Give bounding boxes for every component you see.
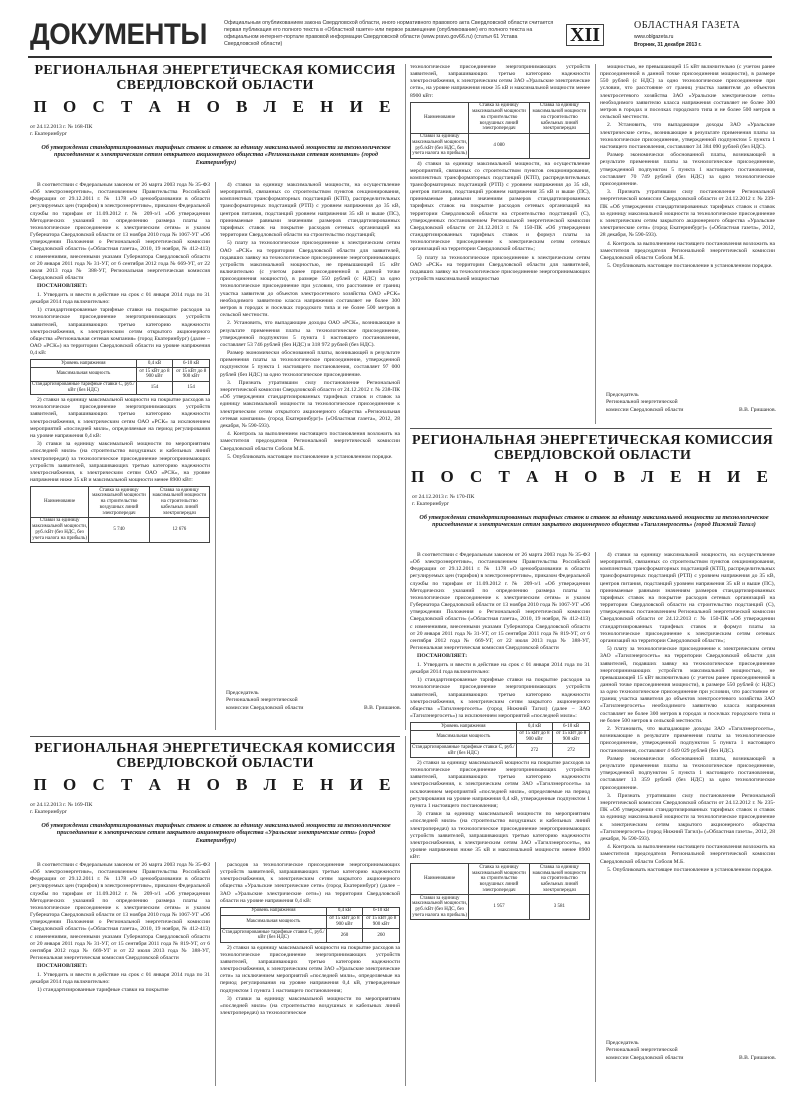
- doc3-col1-text-b: [410, 760, 590, 861]
- signature-line: Председатель: [606, 1040, 639, 1046]
- table-cell: Ставки за единицу максимальной мощности, руб./кВт (без НДС, без учета налога на прибыль): [32, 518, 88, 541]
- doc3-col1-text: [410, 552, 590, 720]
- doc1-col3: [410, 64, 590, 424]
- paragraph: 1) стандартизированные тарифные ставки на покрытие: [37, 987, 169, 994]
- column-divider: [405, 64, 406, 730]
- table-cell: 6-10 кВ: [173, 360, 210, 368]
- doc3-col2-text: [600, 552, 775, 874]
- table-cell: Ставка за единицу максимальной мощности на строительство воздушных линий электропередач: [89, 487, 149, 518]
- doc2-col1-text: [30, 862, 210, 994]
- paragraph: 4) ставки за единицу максимальной мощности, на осуществление мероприятий, связанных со строительством пунктов секционирования, комплектных трансформаторных подстанций (КТП), распределительных трансформаторных подстанций (РТП) с уровнем напряжения до 35 кВ, центров питания, подстанций уровнем напряжения 35 кВ и выше (ПС), принимаемые равными значениям размеров стандартизированных тарифных ставок на покрытие расходов сетевых организаций на территории Свердловской области на строительство подстанций (С), утвержденных постановлением Региональной энергетической комиссии Свердловской области от 24.12.2013 г. № 150-ПК «Об утверждении стандартизированных тарифных ставок и формул платы за технологическое присоединение к электрическим сетям сетевых организаций на территории Свердловской области»;: [600, 552, 775, 644]
- paragraph: 2. Установить, что выпадающие доходы ОАО «РСК», возникающие в результате применения платы за технологическое присоединение, утвержденной подпунктом 5 пункта 1 настоящего постановления, составляет 53 746 рублей (без НДС) и 318 972 рублей (без НДС).: [220, 320, 400, 348]
- doc2-col4-text: [600, 64, 775, 270]
- paragraph: 2) ставки за единицу максимальной мощности на покрытие расходов за технологическое присоединение энергопринимающих устройств заявителей, запрашивающих третью категорию надежности электроснабжения, к электрическим сетям ОАО «РСК» за исключением мероприятий «последней мили», определяемые на период регулирования на уровне напряжения 0,4 кВ:: [30, 397, 210, 439]
- paragraph: 1. Утвердить и ввести в действие на срок с 01 января 2014 года по 31 декабря 2014 года включительно:: [410, 661, 590, 675]
- paragraph: 4) ставки за единицу максимальной мощности, на осуществление мероприятий, связанных со строительством пунктов секционирования, комплектных трансформаторных подстанций (КТП), распределительных трансформаторных подстанций (РТП) с уровнем напряжения до 35 кВ, центров питания, подстанций уровнем напряжения 35 кВ и выше (ПС), принимаемые равными значениям размеров стандартизированных тарифных ставок на покрытие расходов сетевых организаций на территории Свердловской области на строительство подстанций (С), утвержденных постановлением Региональной энергетической комиссии Свердловской области от 24.12.2013 г. № 150-ПК «Об утверждении стандартизированных тарифных ставок и формул платы за технологическое присоединение к электрическим сетям сетевых организаций на территории Свердловской области»;: [410, 160, 590, 253]
- signature-line: Председатель: [606, 392, 639, 398]
- paragraph: 4. Контроль за выполнением настоящего постановления возложить на заместителя председателя Региональной энергетической комиссии Свердловской области Соболя М.Б.: [600, 844, 775, 865]
- lastmile-table-rsk: [30, 486, 210, 543]
- masthead-description: Официальным опубликованием закона Свердловской области, иного нормативного правового акта Свердловской области считается первая публикация его полного текста в «Областной газете» или первое размещение (опубликование) его полного текста на официальном интернет-портале правовой информации Свердловской области (www.pravo.gov66.ru) (статья 61 Устава Свердловской области): [224, 20, 554, 47]
- section-title: ДОКУМЕНТЫ: [30, 18, 207, 51]
- column-divider: [215, 862, 216, 1086]
- doc3-col1: [410, 552, 590, 1082]
- signature-row: [606, 407, 776, 414]
- paragraph: 2. Установить, что выпадающие доходы ЗАО «Тагилэнергосеть», возникающие в результате применения платы за технологическое присоединение, утвержденной подпунктом 5 пункта 1 настоящего постановления, составляют 4 649 029 рублей (без НДС).: [600, 726, 775, 754]
- table-cell: 12 676: [149, 517, 209, 542]
- newspaper-name: ОБЛАСТНАЯ ГАЗЕТА: [634, 20, 741, 31]
- table-cell: 154: [173, 381, 210, 395]
- signature-line: Председатель: [226, 690, 259, 696]
- table-cell: от 15 кВт до 8 900 кВт: [173, 368, 210, 382]
- doc3-number: от 24.12.2013 г. № 170-ПК: [412, 494, 475, 500]
- doc1-org: РЕГИОНАЛЬНАЯ ЭНЕРГЕТИЧЕСКАЯ КОМИССИЯ СВЕРДЛОВСКОЙ ОБЛАСТИ: [34, 63, 396, 93]
- table-cell: Ставка за единицу максимальной мощности на строительство кабельных линий электропередач: [529, 102, 589, 133]
- table-cell: Наименование: [411, 864, 469, 895]
- table-cell: 272: [516, 744, 553, 758]
- signature-line: Региональной энергетической: [606, 399, 678, 406]
- tariff-table-ues: [220, 907, 400, 943]
- doc3-about: Об утверждении стандартизированных тарифных ставок и ставок за единицу максимальной мощности за технологическое присоединение к электрическим сетям закрытого акционерного общества «Тагилэнергосеть» (город Нижний Тагил): [419, 514, 769, 529]
- paragraph: 3. Признать утратившим силу постановление Региональной энергетической комиссии Свердловской области от 24.12.2012 г. № 239-ПК «Об утверждении стандартизированных тарифных ставок и ставок за единицу максимальной мощности за технологическое присоединение к электрическим сетям закрытого акционерного общества «Уральские электрические сети» (город Екатеринбург)» («Областная газета», 2012, 28 декабря, № 590-593).: [600, 189, 775, 239]
- table-cell: Ставки за единицу максимальной мощности, руб./кВт (без НДС, без учета налога на прибыль): [412, 895, 468, 918]
- table-cell: 272: [553, 744, 590, 758]
- signature-line: Региональной энергетической: [226, 697, 298, 704]
- doc1-col1-text-b: [30, 397, 210, 484]
- table-cell: Стандартизированные тарифные ставки С, руб./кВт (без НДС): [222, 929, 325, 941]
- table-cell: Уровень напряжения: [221, 907, 327, 915]
- section-rule: [30, 736, 400, 737]
- paragraph: 4) ставки за единицу максимальной мощности, на осуществление мероприятий, связанных со строительством пунктов секционирования, комплектных трансформаторных подстанций (КТП), распределительных трансформаторных подстанций (РТП) с уровнем напряжения до 35 кВ, центров питания, подстанций уровнем напряжения 35 кВ и выше (ПС), принимаемые равными значениям размеров стандартизированных тарифных ставок на покрытие расходов сетевых организаций на территории Свердловской области на строительство подстанций;: [220, 182, 400, 239]
- doc1-about: Об утверждении стандартизированных тарифных ставок и ставок за единицу максимальной мощности за технологическое присоединение к электрическим сетям открытого акционерного общества «Региональная сетевая компания» (город Екатеринбург): [41, 144, 391, 166]
- table-cell: 0,4 кВ: [516, 723, 553, 731]
- table-cell: Ставки за единицу максимальной мощности, руб./кВт (без НДС, без учета налога на прибыль): [412, 134, 468, 157]
- doc1-col1-text: [30, 182, 210, 357]
- table-cell: Наименование: [411, 102, 469, 133]
- table-cell: Ставка за единицу максимальной мощности на строительство кабельных линий электропередач: [529, 864, 589, 895]
- doc1-signature: [226, 690, 401, 712]
- table-cell: Стандартизированные тарифные ставки С, руб./кВт (без НДС): [412, 744, 515, 756]
- issue-date: Вторник, 31 декабря 2013 г.: [634, 42, 702, 48]
- paragraph: 1. Утвердить и ввести в действие на срок с 01 января 2014 года по 31 декабря 2014 года включительно:: [30, 291, 210, 305]
- masthead-rule: [28, 56, 772, 58]
- tariff-table-tes: [410, 722, 590, 758]
- doc1-city: г. Екатеринбург: [30, 130, 68, 137]
- paragraph: 4. Контроль за выполнением настоящего постановления возложить на заместителя председателя Региональной энергетической комиссии Свердловской области Соболя М.Б.: [220, 431, 400, 452]
- signature-name: В.В. Гришанов.: [739, 406, 776, 413]
- signature-line: комиссии Свердловской области: [606, 1054, 684, 1061]
- table-cell: Уровень напряжения: [411, 723, 517, 731]
- paragraph: 1) стандартизированные тарифные ставки на покрытие расходов за технологическое присоединение энергопринимающих устройств заявителей, запрашивающих третью категорию надежности электроснабжения, к электрическим сетям открытого акционерного общества «Региональная сетевая компания» (город Екатеринбург) (далее – ОАО «РСК») на территории Свердловской области на уровне напряжения 0,4 кВ:: [30, 307, 210, 357]
- paragraph: 2. Установить, что выпадающие доходы ЗАО «Уральские электрические сети», возникающие в результате применения платы за технологическое присоединение, утвержденной подпунктом 5 пункта 1 настоящего постановления, составляют 34 384 090 рублей (без НДС).: [600, 122, 775, 150]
- paragraph: 3) ставки за единицу максимальной мощности по мероприятиям «последней мили» (на строительство воздушных и кабельных линий электропередач) за технологическое присоединение энергопринимающих устройств заявителей, запрашивающих третью категорию надежности электроснабжения, к электрическим сетям ОАО «РСК», на уровне напряжения ниже 35 кВ и максимальной мощности менее 8900 кВт:: [30, 441, 210, 483]
- table-cell: от 15 кВт до 8 900 кВт: [363, 915, 400, 929]
- doc1-number: от 24.12.2013 г. № 168-ПК: [30, 124, 93, 130]
- doc2-kind: П О С Т А Н О В Л Е Н И Е: [33, 775, 397, 794]
- doc1-date: [30, 124, 180, 138]
- paragraph: 5. Опубликовать настоящее постановление в установленном порядке.: [607, 866, 773, 873]
- table-cell: Ставка за единицу максимальной мощности на строительство воздушных линий электропередач: [469, 102, 529, 133]
- doc3-col2: [600, 552, 775, 1022]
- doc3-date: [412, 494, 562, 508]
- paragraph: В соответствии с Федеральным законом от 26 марта 2003 года № 35-ФЗ «Об электроэнергетике», постановлением Правительства Российской Федерации от 29.12.2011 г. № 1178 «О ценообразовании в области регулируемых цен (тарифов) в электроэнергетике», приказом Федеральной службы по тарифам от 11.09.2012 г. № 209-э/1 «Об утверждении Методических указаний по определению размера платы за технологическое присоединение к электрическим сетям» и указом Губернатора Свердловской области от 13 ноября 2010 года № 1067-УГ «Об утверждении Положения о Региональной энергетической комиссии Свердловской области» («Областная газета», 2010, 19 ноября, № 412-413) с изменениями, внесенными указами Губернатора Свердловской области от 20 января 2011 года № 31-УГ, от 15 сентября 2011 года № 819-УГ, от 6 сентября 2012 года № 669-УГ, от 22 июля 2013 года № 388-УГ, Региональная энергетическая комиссия Свердловской области: [410, 552, 590, 652]
- paragraph: 2) ставки за единицу максимальной мощности на покрытие расходов за технологическое присоединение энергопринимающих устройств заявителей, запрашивающих третью категорию надежности электроснабжения, к электрическим сетям ЗАО «Тагилэнергосеть» за исключением мероприятий «последней мили», определяемые на период регулирования на уровне напряжения 0,4 кВ, утвержденные подпунктом 1 пункта 1 настоящего постановления;: [410, 759, 590, 809]
- table-cell: [529, 133, 589, 158]
- paragraph: 5) плату за технологическое присоединение к электрическим сетям ОАО «РСК» на территории Свердловской области для заявителей, подавших заявку на технологическое присоединение энергопринимающих устройств максимальной мощностью, не превышающей 15 кВт включительно (с учетом ранее присоединенной в данной точке присоединения мощности), в размере 550 рублей (с НДС) за одно технологическое присоединение при условии, что расстояние от границ участка заявителя до объектов электросетевого хозяйства ОАО «РСК» необходимого заявителю класса напряжения составляет не более 300 метров в городах и поселках городского типа и не более 500 метров в сельской местности.: [220, 240, 400, 318]
- table-cell: Максимальная мощность: [221, 915, 327, 929]
- paragraph: 3. Признать утратившим силу постановление Региональной энергетической комиссии Свердловской области от 24.12.2012 г. № 235-ПК «Об утверждении стандартизированных тарифных ставок и ставок за единицу максимальной мощности за технологическое присоединение к электрическим сетям закрытого акционерного общества «Тагилэнергосеть» (город Нижний Тагил)» («Областная газета», 2012, 28 декабря, № 590-593).: [600, 792, 775, 842]
- paragraph: 5) плату за технологическое присоединение к электрическим сетям ЗАО «Тагилэнергосеть» на территории Свердловской области для заявителей, подавших заявку на технологическое присоединение энергопринимающих устройств максимальной мощностью, не превышающей 15 кВт включительно (с учетом ранее присоединенной в данной точке присоединения мощности), в размере 550 рублей (с НДС) за одно технологическое присоединение при условии, что расстояние от границ участка заявителя до объектов электросетевого хозяйства ЗАО «Тагилэнергосеть» необходимого заявителю класса напряжения составляет не более 300 метров в городах и поселках городского типа и не более 500 метров в сельской местности.: [600, 646, 775, 724]
- column-divider: [405, 736, 406, 1086]
- paragraph: Размер экономически обоснованной платы, возникающей в результате применения платы за технологическое присоединение, утвержденной подпунктом 5 пункта 1 настоящего постановления, составляет 97 000 рублей (без НДС) за одно технологическое присоединение.: [220, 350, 400, 378]
- paragraph: 3) ставки за единицу максимальной мощности по мероприятиям «последней мили» (на строительство воздушных и кабельных линий электропередач) за технологическое присоединение энергопринимающих устройств заявителей, запрашивающих третью категорию надежности электроснабжения, к электрическим сетям ЗАО «Тагилэнергосеть», на уровне напряжения ниже 35 кВ и максимальной мощности менее 8900 кВт:: [410, 811, 590, 861]
- signature-name: В.В. Гришанов.: [364, 704, 401, 711]
- table-cell: 1 957: [469, 895, 529, 920]
- doc2-signature: [606, 392, 776, 414]
- doc2-city: г. Екатеринбург: [30, 808, 68, 815]
- paragraph: ПОСТАНОВЛЯЕТ:: [37, 963, 88, 970]
- column-divider: [215, 182, 216, 730]
- table-cell: 0,4 кВ: [326, 907, 363, 915]
- table-cell: от 15 кВт до 8 900 кВт: [136, 368, 173, 382]
- paragraph: В соответствии с Федеральным законом от 26 марта 2003 года № 35-ФЗ «Об электроэнергетике», постановлением Правительства Российской Федерации от 29.12.2011 г. № 1178 «О ценообразовании в области регулируемых цен (тарифов) в электроэнергетике», приказом Федеральной службы по тарифам от 11.09.2012 г. № 209-э/1 «Об утверждении Методических указаний по определению размера платы за технологическое присоединение к электрическим сетям» и указом Губернатора Свердловской области от 13 ноября 2010 года № 1067-УГ «Об утверждении Положения о Региональной энергетической комиссии Свердловской области» («Областная газета», 2010, 19 ноября, № 412-413) с изменениями, внесенными указами Губернатора Свердловской области от 20 января 2011 года № 31-УГ, от 15 сентября 2011 года № 819-УГ, от 6 сентября 2012 года № 669-УГ и от 22 июля 2013 года № 388-УГ, Региональная энергетическая комиссия Свердловской области: [30, 862, 210, 962]
- paragraph: расходов за технологическое присоединение энергопринимающих устройств заявителей, запрашивающих третью категорию надежности электроснабжения, к электрическим сетям закрытого акционерного общества «Уральские электрические сети» (город Екатеринбург) (далее – ЗАО «Уральские электрические сети») на территории Свердловской области на уровне напряжения 0,4 кВ:: [220, 862, 400, 904]
- table-cell: Максимальная мощность: [411, 730, 517, 744]
- column-divider: [595, 64, 596, 424]
- paragraph: ПОСТАНОВЛЯЕТ:: [417, 653, 468, 660]
- newspaper-site: www.oblgazeta.ru: [634, 34, 674, 40]
- paragraph: 1) стандартизированные тарифные ставки на покрытие расходов за технологическое присоединение энергопринимающих устройств заявителей, запрашивающих третью категорию надежности электроснабжения, к электрическим сетям закрытого акционерного общества «Тагилэнергосеть» (город Нижний Тагил) (далее – ЗАО «Тагилэнергосеть») за исключением мероприятий «последней мили»:: [410, 677, 590, 719]
- table-cell: 260: [326, 929, 363, 943]
- signature-name: В.В. Гришанов.: [739, 1054, 776, 1061]
- doc2-col4: [600, 64, 775, 364]
- doc3-city: г. Екатеринбург: [412, 500, 450, 507]
- paragraph: 5) плату за технологическое присоединение к электрическим сетям ОАО «РСК» на территории Свердловской области для заявителей, подавших заявку на технологическое присоединение энергопринимающих устройств максимальной мощностью: [410, 254, 590, 283]
- doc1-col2-text: [220, 182, 400, 461]
- doc2-number: от 24.12.2013 г. № 169-ПК: [30, 802, 93, 808]
- table-cell: 6-10 кВ: [553, 723, 590, 731]
- doc3-kind: П О С Т А Н О В Л Е Н И Е: [411, 467, 774, 486]
- table-cell: от 15 кВт до 8 900 кВт: [326, 915, 363, 929]
- doc3-signature: [606, 1040, 776, 1062]
- doc2-col2-text: [220, 862, 400, 905]
- paragraph: 3. Признать утратившим силу постановление Региональной энергетической комиссии Свердловской области от 24.12.2012 г. № 238-ПК «Об утверждении стандартизированных тарифных ставок и ставок за единицу максимальной мощности за технологическое присоединение к электрическим сетям открытого акционерного общества «Региональная сетевая компания» (город Екатеринбург)» («Областная газета», 2012, 28 декабря, № 590-593).: [220, 379, 400, 429]
- paragraph: Размер экономически обоснованной платы, возникающей в результате применения платы за технологическое присоединение, утвержденной подпунктом 5 пункта 1 настоящего постановления, составляет 70 749 рублей (без НДС) за одно технологическое присоединение.: [600, 152, 775, 187]
- table-cell: Стандартизированные тарифные ставки С, руб./кВт (без НДС): [32, 382, 135, 393]
- column-divider: [595, 552, 596, 1082]
- page-number: XII: [566, 24, 604, 46]
- signature-line: комиссии Свердловской области: [606, 406, 684, 413]
- tariff-table-rsk: [30, 359, 210, 395]
- paragraph: Размер экономически обоснованной платы, возникающей в результате применения платы за технологическое присоединение, утвержденной подпунктом 5 пункта 1 настоящего постановления, составляет 13 359 рублей (без НДС) за одно технологическое присоединение.: [600, 755, 775, 791]
- signature-line: комиссии Свердловской области: [226, 704, 304, 711]
- doc2-about: Об утверждении стандартизированных тарифных ставок и ставок за единицу максимальной мощности за технологическое присоединение к электрическим сетям закрытого акционерного общества «Уральские электрические сети» (город Екатеринбург): [41, 822, 391, 844]
- paragraph: 3) ставки за единицу максимальной мощности по мероприятиям «последней мили» (на строительство воздушных и кабельных линий электропередач) за технологическое: [220, 995, 400, 1017]
- lastmile-table-tes: [410, 863, 590, 920]
- paragraph: мощностью, не превышающей 15 кВт включительно (с учетом ранее присоединенной в данной точке присоединения мощности), в размере 550 рублей (с НДС) за одно технологическое присоединение при условии, что расстояние от границ участка заявителя до объектов электросетевого хозяйства ЗАО «Уральские электрические сети» необходимого заявителю класса напряжения составляет не более 300 метров в городах и поселках городского типа и не более 500 метров в сельской местности.: [600, 64, 775, 121]
- doc2-col2: [220, 862, 400, 1086]
- table-cell: Ставка за единицу максимальной мощности на строительство кабельных линий электропередач: [149, 487, 209, 518]
- doc1-col3-text: [410, 161, 590, 284]
- doc1-kind: П О С Т А Н О В Л Е Н И Е: [33, 97, 397, 116]
- doc1-col1: [30, 182, 210, 732]
- table-cell: 260: [363, 929, 400, 943]
- signature-line: Региональной энергетической: [606, 1047, 678, 1054]
- table-cell: от 15 кВт до 8 900 кВт: [553, 730, 590, 744]
- paragraph: В соответствии с Федеральным законом от 26 марта 2003 года № 35-ФЗ «Об электроэнергетике», постановлением Правительства Российской Федерации от 29.12.2011 г. № 1178 «О ценообразовании в области регулируемых цен (тарифов) в электроэнергетике», приказом Федеральной службы по тарифам от 11.09.2012 г. № 209-э/1 «Об утверждении Методических указаний по определению размера платы за технологическое присоединение к электрическим сетям» и указом Губернатора Свердловской области от 13 ноября 2010 года № 1067-УГ «Об утверждении Положения о Региональной энергетической комиссии Свердловской области» («Областная газета», 2010, 19 ноября, № 412-413) с изменениями, внесенными указами Губернатора Свердловской области от 20 января 2011 года № 31-УГ, от 6 сентября 2012 года № 669-УГ, от 22 июля 2013 года № 388-УГ, Региональная энергетическая комиссия Свердловской области: [30, 182, 210, 282]
- doc1-col2: [220, 182, 400, 672]
- signature-row: [226, 705, 401, 712]
- paragraph: ПОСТАНОВЛЯЕТ:: [37, 283, 88, 290]
- table-cell: 4 080: [469, 133, 529, 158]
- paragraph: 5. Опубликовать настоящее постановление в установленном порядке.: [607, 263, 773, 270]
- table-cell: 6-10 кВ: [363, 907, 400, 915]
- doc3-org: РЕГИОНАЛЬНАЯ ЭНЕРГЕТИЧЕСКАЯ КОМИССИЯ СВЕРДЛОВСКОЙ ОБЛАСТИ: [411, 433, 774, 463]
- lastmile-table-ues: [410, 102, 590, 159]
- table-cell: 0,4 кВ: [136, 360, 173, 368]
- paragraph: 2) ставки за единицу максимальной мощности на покрытие расходов за технологическое присоединение энергопринимающих устройств заявителей, запрашивающих третью категорию надежности электроснабжения, к электрическим сетям ЗАО «Уральские электрические сети» за исключением мероприятий «последней мили», определяемые на период регулирования на уровне напряжения 0,4 кВ, утвержденные подпунктом 1 пункта 1 настоящего постановления;: [220, 944, 400, 994]
- section-rule: [410, 428, 772, 429]
- paragraph: 1. Утвердить и ввести в действие на срок с 01 января 2014 года по 31 декабря 2014 года включительно:: [30, 971, 210, 985]
- table-cell: 154: [136, 381, 173, 395]
- doc2-date: [30, 802, 180, 816]
- paragraph: 4. Контроль за выполнением настоящего постановления возложить на заместителя председателя Региональной энергетической комиссии Свердловской области Соболя М.Б.: [600, 240, 775, 261]
- table-cell: 3 581: [529, 895, 589, 920]
- doc2-col1: [30, 862, 210, 1086]
- signature-row: [606, 1055, 776, 1062]
- doc2-col2-text-b: [220, 945, 400, 1018]
- table-cell: от 15 кВт до 8 900 кВт: [516, 730, 553, 744]
- doc2-org: РЕГИОНАЛЬНАЯ ЭНЕРГЕТИЧЕСКАЯ КОМИССИЯ СВЕРДЛОВСКОЙ ОБЛАСТИ: [34, 741, 396, 771]
- table-cell: Наименование: [31, 487, 89, 518]
- paragraph: 5. Опубликовать настоящее постановление в установленном порядке.: [227, 453, 393, 460]
- table-cell: Ставка за единицу максимальной мощности на строительство воздушных линий электропередач: [469, 864, 529, 895]
- table-cell: 5 740: [89, 517, 149, 542]
- doc1-col3-lead: технологическое присоединение энергопринимающих устройств заявителей, запрашивающих третью категорию надежности электроснабжения, к электрическим сетям ЗАО «Уральские электрические сети», на уровне напряжения ниже 35 кВ и максимальной мощности менее 8900 кВт:: [410, 64, 590, 99]
- table-cell: Максимальная мощность: [31, 368, 137, 382]
- table-cell: Уровень напряжения: [31, 360, 137, 368]
